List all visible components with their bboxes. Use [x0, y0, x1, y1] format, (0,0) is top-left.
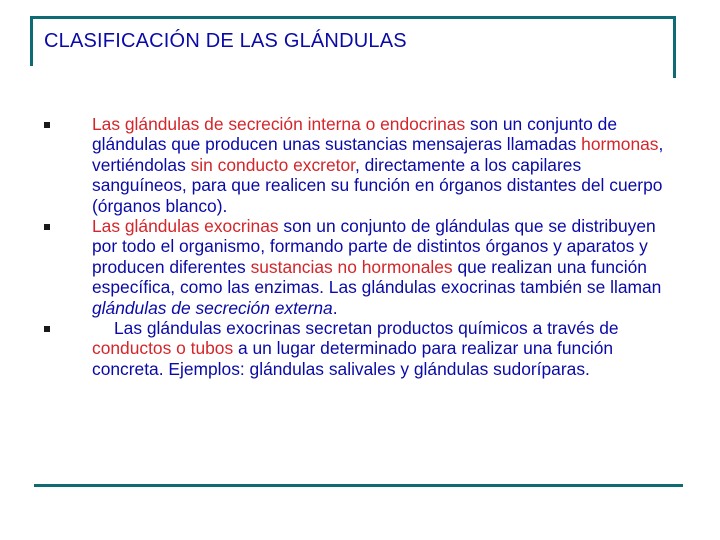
square-bullet-icon	[44, 326, 50, 332]
frame-right-line	[673, 16, 676, 78]
ducts-text-1: Las glándulas exocrinas secretan productos químicos a través de	[114, 318, 619, 339]
no-duct-term: sin conducto excretor	[190, 154, 355, 175]
exocrine-text-1: son un conjunto de glándulas que se distribuyen por todo el organismo, formando parte de distintos órganos y aparatos y producen diferentes	[92, 216, 656, 277]
ducts-text-2: a un lugar determinado para realizar una función concreta. Ejemplos: glándulas salivales y glándulas sudoríparas.	[92, 338, 614, 379]
endocrine-text-1: son un conjunto de glándulas que producen unas sustancias mensajeras llamadas	[92, 114, 617, 155]
slide-title: CLASIFICACIÓN DE LAS GLÁNDULAS	[44, 30, 407, 52]
hormones-term: hormonas	[581, 134, 659, 155]
bullet-list	[44, 114, 680, 379]
exocrine-text-2: que realizan una función específica, como las enzimas. Las glándulas exocrinas también se llaman	[92, 256, 662, 298]
square-bullet-icon	[44, 122, 50, 128]
endocrine-text-3: , directamente a los capilares sanguíneos, para que realicen su función en órganos distantes del cuerpo (órganos blanco).	[92, 154, 663, 216]
ducts-term: conductos o tubos	[92, 338, 234, 359]
bottom-divider-line	[34, 484, 683, 487]
square-bullet-icon	[44, 224, 50, 230]
endocrine-term: Las glándulas de secreción interna o endocrinas	[92, 114, 466, 134]
external-secretion-term: glándulas de secreción externa	[92, 297, 333, 318]
frame-top-line	[30, 16, 676, 19]
bullet-item-ducts	[44, 318, 680, 379]
exocrine-text-3: .	[332, 297, 338, 318]
bullet-item-endocrine	[44, 114, 680, 216]
non-hormonal-term: sustancias no hormonales	[250, 256, 453, 277]
exocrine-term: Las glándulas exocrinas	[92, 216, 279, 237]
frame-left-line	[30, 16, 33, 66]
bullet-item-exocrine	[44, 216, 680, 318]
endocrine-text-2: , vertiéndolas	[92, 134, 664, 175]
